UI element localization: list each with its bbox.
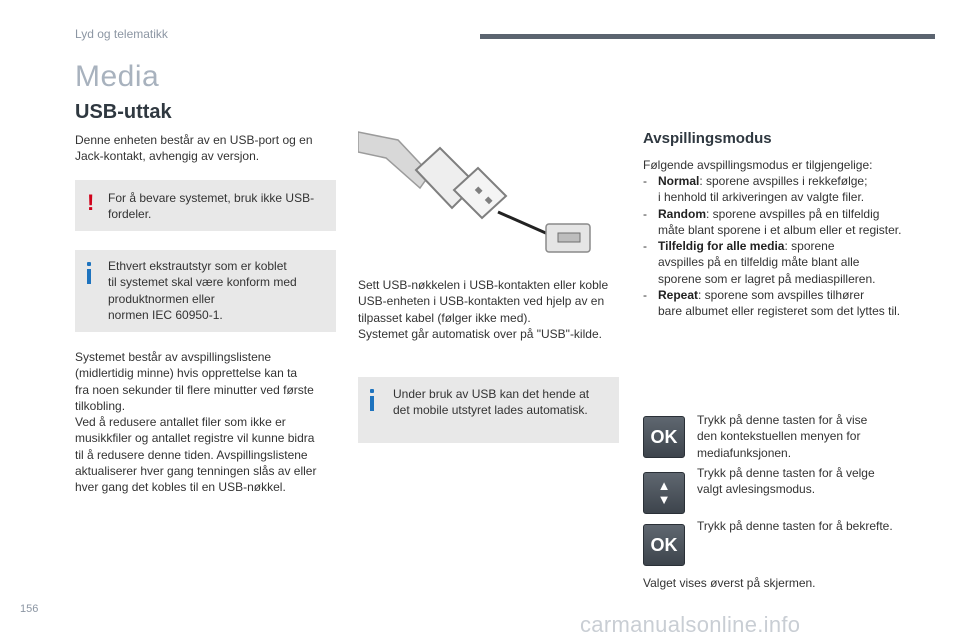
playback-intro: Følgende avspillingsmodus er tilgjengelige:	[643, 158, 873, 172]
mode-list	[643, 173, 905, 320]
warning-icon: !	[87, 190, 95, 215]
header-bar	[480, 34, 935, 39]
connect-text: Sett USB-nøkkelen i USB-kontakten eller koble USB-enheten i USB-kontakten ved hjelp av en tilpasset kabel (følger ikke med). Systemet går automatisk over på "USB"-kilde.	[358, 278, 609, 341]
select-mode-text: Trykk på denne tasten for å velge valgt avlesingsmodus.	[697, 466, 875, 497]
usb-intro: Denne enheten består av en USB-port og en Jack-kontakt, avhengig av versjon.	[75, 133, 313, 164]
info-box-conformity	[75, 250, 336, 332]
ok-button-icon: OK	[643, 416, 685, 458]
mode-item-repeat: - Repeat: sporene som avspilles tilhører bare albumet eller registeret som det lyttes til.	[643, 288, 901, 319]
info-text: Ethvert ekstrautstyr som er koblet til systemet skal være konform med produktnormen eller normen IEC 60950-1.	[108, 259, 297, 322]
mode-item-shuffle-all: - Tilfeldig for alle media: sporene avspilles på en tilfeldig måte blant alle sporene som er lagret på mediaspilleren.	[643, 239, 876, 286]
usb-plug-illustration	[358, 130, 598, 260]
ok-menu-text: Trykk på denne tasten for å vise den kontekstuellen menyen for mediafunksjonen.	[697, 413, 868, 460]
selection-footer-text: Valget vises øverst på skjermen.	[643, 576, 816, 590]
arrow-up-icon: ▲	[657, 478, 671, 493]
arrow-down-icon: ▼	[657, 492, 671, 507]
ok-confirm-button-icon: OK	[643, 524, 685, 566]
mode-item-normal: - Normal: sporene avspilles i rekkefølge; i henhold til arkiveringen av valgte filer.	[643, 174, 868, 205]
info-text: Under bruk av USB kan det hende at det mobile utstyret lades automatisk.	[393, 387, 590, 418]
confirm-text: Trykk på denne tasten for å bekrefte.	[697, 519, 893, 533]
warning-box	[75, 180, 336, 231]
info-box-charging	[358, 377, 619, 443]
usb-heading: USB-uttak	[75, 101, 172, 123]
warning-text: For å bevare systemet, bruk ikke USB-fordeler.	[108, 191, 315, 222]
info-icon	[87, 262, 91, 284]
watermark: carmanualsonline.info	[580, 612, 801, 637]
page-number: 156	[20, 603, 39, 615]
playback-heading: Avspillingsmodus	[643, 130, 772, 147]
page-title: Media	[75, 60, 160, 93]
mode-item-random: - Random: sporene avspilles på en tilfeldig måte blant sporene i et album eller et register.	[643, 206, 902, 237]
info-icon	[370, 389, 374, 411]
up-down-button-icon	[643, 472, 685, 514]
section-header: Lyd og telematikk	[75, 27, 168, 41]
playlist-text: Systemet består av avspillingslistene (midlertidig minne) hvis opprettelse kan ta fra noen sekunder til flere minutter ved første tilkobling. Ved å redusere antallet filer som ikke er musikkfiler og antallet registre vil kunne bidra til å redusere denne tiden. Avspillingslistene aktualiserer hver gang tenningen slås av eller hver gang det kobles til en USB-nøkkel.	[75, 350, 317, 495]
